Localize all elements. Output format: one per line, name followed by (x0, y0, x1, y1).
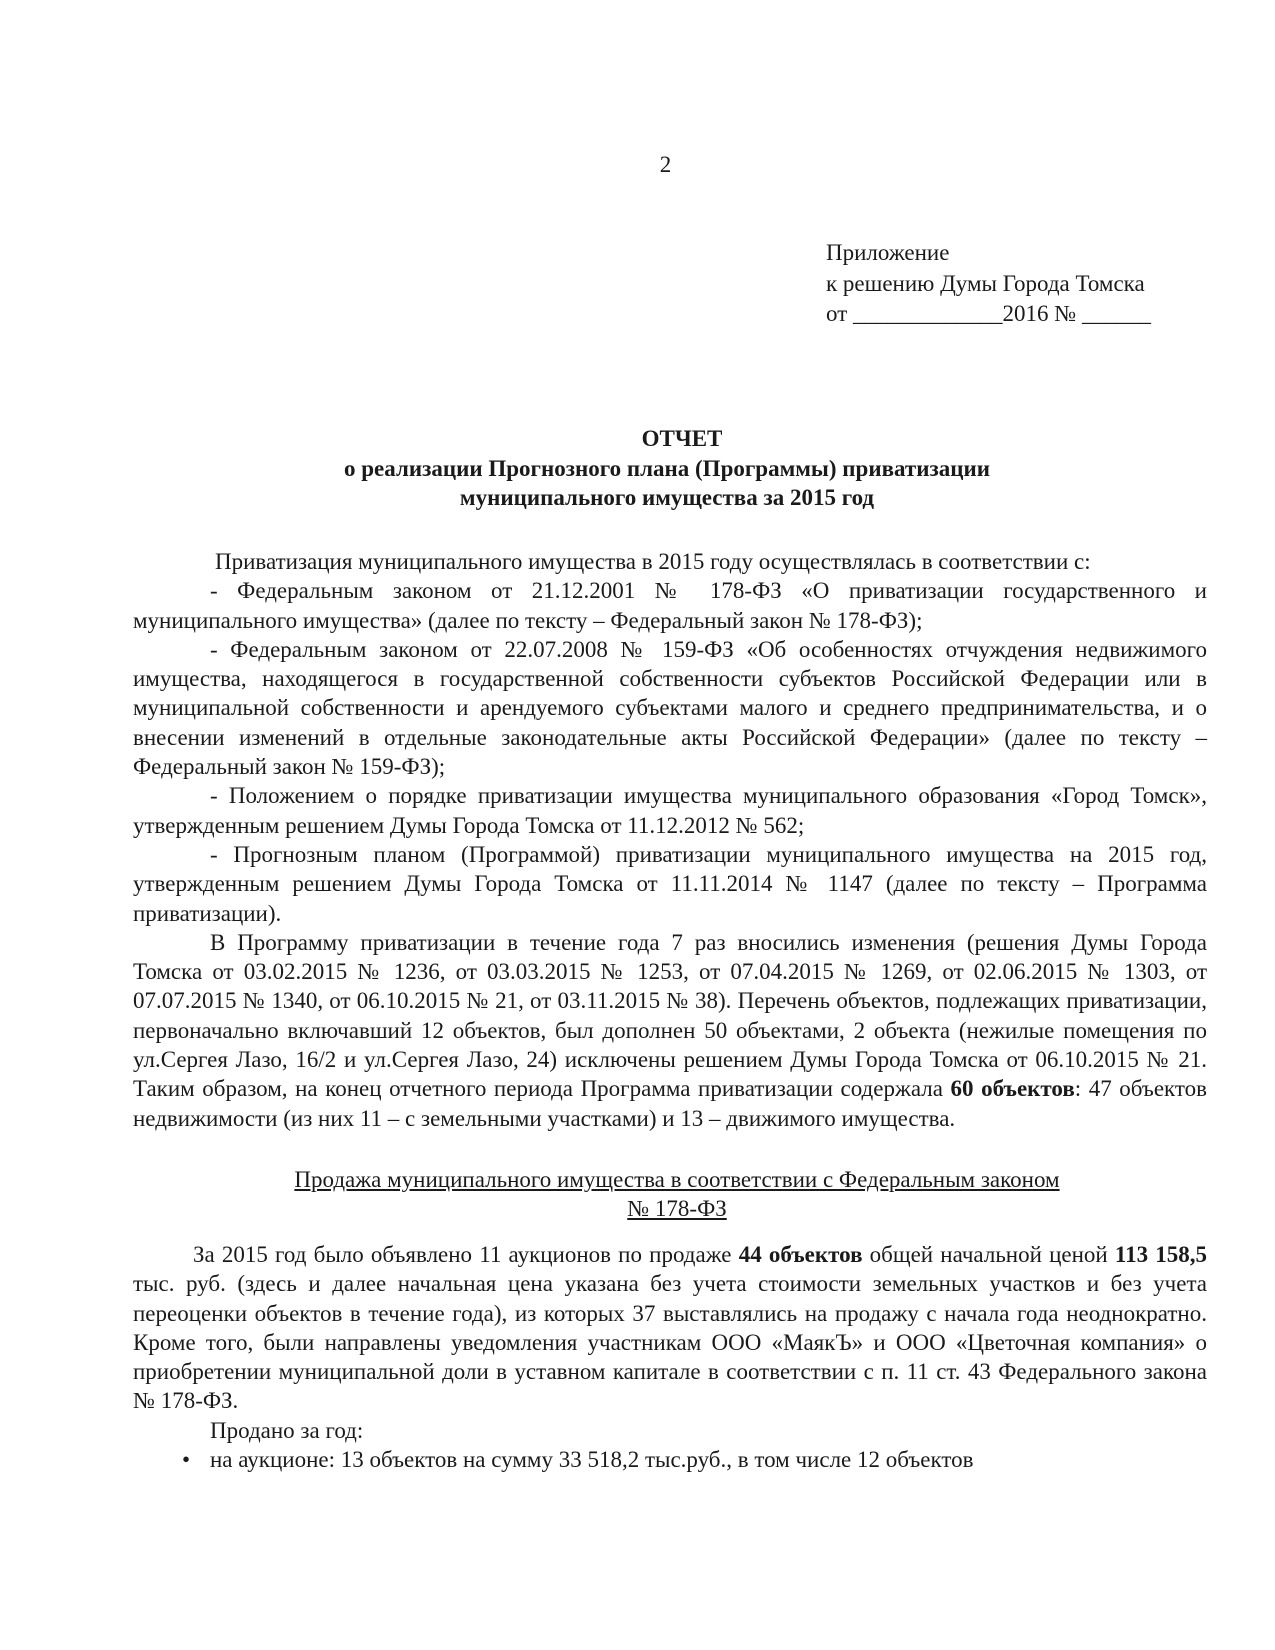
auctions-text-2: общей начальной ценой (869, 1241, 1108, 1267)
objects-count-bold: 60 объектов (950, 1076, 1075, 1102)
program-changes-tail: : 47 объектов недвижимости (из них 11 – с земельными участками) и 13 – движимого имущества. (133, 1076, 1208, 1131)
list-item (133, 1445, 1207, 1474)
auctions-paragraph (133, 1240, 1207, 1416)
legal-basis-3: - Положением о порядке приватизации имущества муниципального образования «Город Томск», утвержденным решением Думы Города Томска от 11.12.2012 № 562; (133, 783, 1207, 838)
program-changes-paragraph (133, 928, 1207, 1133)
report-title (130, 424, 1204, 513)
appendix-date-number: от _____________2016 № ______ (826, 301, 1151, 327)
title-subtitle-2: муниципального имущества за 2015 год (459, 485, 875, 510)
appendix-block (826, 238, 1206, 330)
legal-basis-2: - Федеральным законом от 22.07.2008 № 159-ФЗ «Об особенностях отчуждения недвижимого имущества, находящегося в государственной собственности субъектов Российской Федерации или в муниципальной собственности и арендуемого субъектами малого и среднего предпринимательства, и о внесении изменений в отдельные законодательные акты Российской Федерации» (далее по тексту – Федеральный закон № 159-ФЗ); (133, 636, 1207, 780)
sold-heading: Продано за год: (210, 1417, 364, 1443)
auctions-text-1: За 2015 год было объявлено 11 аукционов по продаже (193, 1241, 732, 1267)
sold-item-text: на аукционе: 13 объектов на сумму 33 518,2 тыс.руб., в том числе 12 объектов (210, 1447, 974, 1473)
page-number: 2 (659, 152, 672, 177)
program-changes-text: В Программу приватизации в течение года 7 раз вносились изменения (решения Думы Города Томска от 03.02.2015 № 1236, от 03.03.2015 № 1253, от 07.04.2015 № 1269, от 02.06.2015 № 1303, от 07.07.2015 № 1340, от 06.10.2015 № 21, от 03.11.2015 № 38). Перечень объектов, подлежащих приватизации, первоначально включавший 12 объектов, был дополнен 50 объектами, 2 объекта (нежилые помещения по ул.Сергея Лазо, 16/2 и ул.Сергея Лазо, 24) исключены решением Думы Города Томска от 06.10.2015 № 21. Таким образом, на конец отчетного периода Программа приватизации содержала (133, 929, 1207, 1102)
appendix-label: Приложение (826, 240, 950, 265)
title-subtitle-1: о реализации Прогнозного плана (Программы) приватизации (344, 455, 990, 481)
page-title: ОТЧЕТ (641, 426, 723, 451)
auctions-objects-bold: 44 объектов (738, 1241, 863, 1267)
section-heading-line-1: Продажа муниципального имущества в соответствии с Федеральным законом (294, 1166, 1060, 1192)
auctions-text-3: тыс. руб. (здесь и далее начальная цена указана без учета стоимости земельных участков и без учета переоценки объектов в течение года), из которых 37 выставлялись на продажу с начала года неоднократно. Кроме того, были направлены уведомления участникам ООО «МаякЪ» и ООО «Цветочная компания» о приобретении муниципальной доли в уставном капитале в соответствии с п. 11 ст. 43 Федерального закона № 178-ФЗ. (133, 1271, 1207, 1414)
section-heading (133, 1165, 1207, 1224)
intro-paragraph: Приватизация муниципального имущества в 2015 году осуществлялась в соответствии с: (215, 549, 1091, 574)
legal-basis-4: - Прогнозным планом (Программой) приватизации муниципального имущества на 2015 год, утвержденным решением Думы Города Томска от 11.11.2014 № 1147 (далее по тексту – Программа приватизации). (133, 841, 1207, 926)
legal-basis-1: - Федеральным законом от 21.12.2001 № 178-ФЗ «О приватизации государственного и муниципального имущества» (далее по тексту – Федеральный закон № 178-ФЗ); (133, 578, 1207, 633)
section-heading-line-2: № 178-ФЗ (627, 1196, 727, 1222)
auctions-price-bold: 113 158,5 (1114, 1241, 1208, 1267)
appendix-decision: к решению Думы Города Томска (826, 270, 1145, 296)
bullet-icon: • (181, 1447, 190, 1473)
document-body (133, 547, 1207, 1474)
